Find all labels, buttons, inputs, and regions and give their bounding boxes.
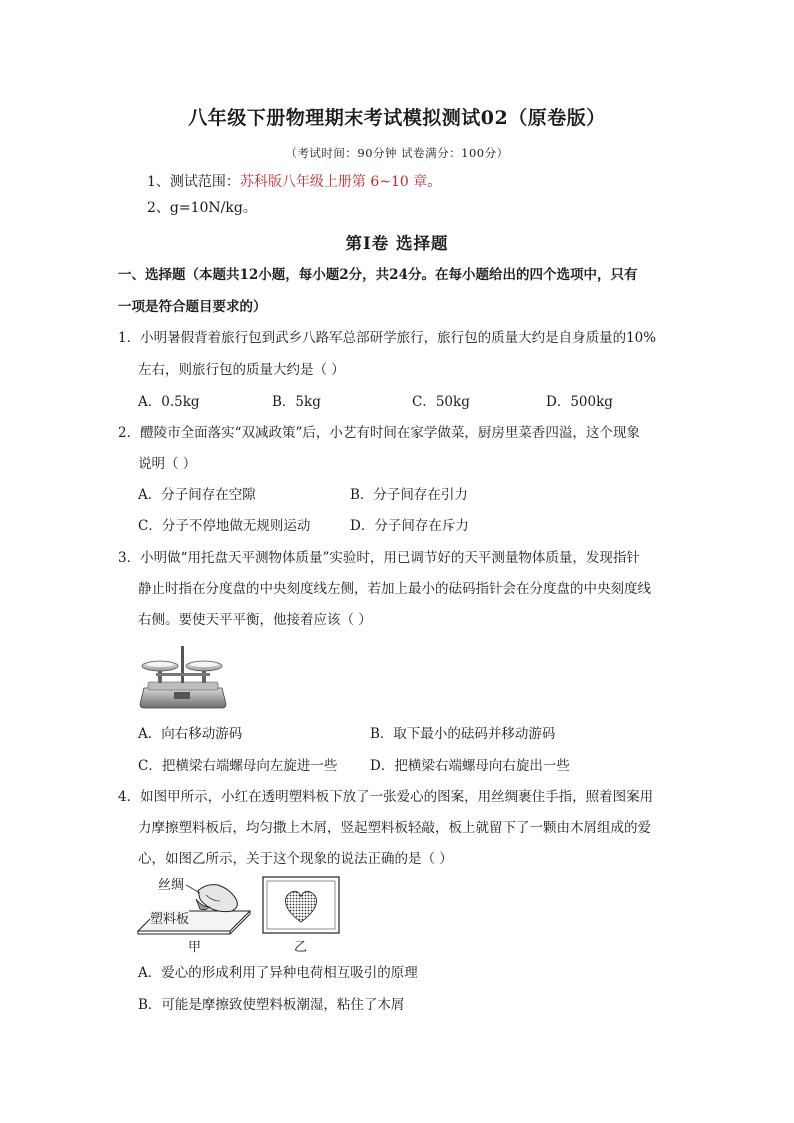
note-scope-prefix: 1、测试范围： (147, 174, 240, 190)
q3-option-d: D．把横梁右端螺母向右旋出一些 (370, 758, 570, 774)
note-scope-suffix: 。 (427, 174, 442, 190)
figure-yi-heart (262, 876, 342, 936)
q1-option-c: C．50kg (412, 394, 470, 410)
q2-text-line2: 说明（ ） (138, 456, 197, 472)
q3-text-line1: 3．小明做“用托盘天平测物体质量”实验时，用已调节好的天平测量物体质量，发现指针 (118, 550, 640, 566)
q4-text-line3: 心，如图乙所示，关于这个现象的说法正确的是（ ） (138, 851, 453, 867)
q1-option-b: B．5kg (272, 394, 321, 410)
q2-text-line1: 2．醴陵市全面落实“双减政策”后，小艺有时间在家学做菜，厨房里菜香四溢，这个现象 (118, 425, 640, 441)
q3-option-c: C．把横梁右端螺母向左旋进一些 (138, 758, 338, 774)
q3-text-line3: 右侧。要使天平平衡，他接着应该（ ） (138, 612, 372, 628)
q4-option-b: B．可能是摩擦致使塑料板潮湿，粘住了木屑 (138, 997, 405, 1013)
q4-option-a: A．爱心的形成利用了异种电荷相互吸引的原理 (138, 965, 418, 981)
q2-option-b: B．分子间存在引力 (350, 487, 468, 503)
q1-text-line1: 1．小明暑假背着旅行包到武乡八路军总部研学旅行，旅行包的质量大约是自身质量的10% (118, 330, 657, 346)
q4-text-line1: 4．如图甲所示，小红在透明塑料板下放了一张爱心的图案，用丝绸裹住手指，照着图案用 (118, 789, 654, 805)
q2-option-a: A．分子间存在空隙 (138, 487, 256, 503)
q4-text-line2: 力摩擦塑料板后，均匀撒上木屑，竖起塑料板轻敲，板上就留下了一颗由木屑组成的爱 (138, 820, 651, 836)
q1-text-line2: 左右，则旅行包的质量大约是（ ） (138, 362, 345, 378)
label-plastic: 塑料板 (150, 910, 189, 930)
balance-scale-image (138, 642, 228, 710)
q3-option-b: B．取下最小的砝码并移动游码 (370, 726, 556, 742)
part1-instructions-line2: 一项是符合题目要求的） (118, 299, 267, 315)
q3-text-line2: 静止时指在分度盘的中央刻度线左侧，若加上最小的砝码指针会在分度盘的中央刻度线 (138, 581, 651, 597)
exam-info: （考试时间：90分钟 试卷满分：100分） (285, 146, 509, 160)
note-scope (147, 172, 441, 192)
q3-option-a: A．向右移动游码 (138, 726, 243, 742)
note-gravity: 2、g=10N/kg。 (147, 200, 257, 216)
note-scope-highlight: 苏科版八年级上册第 6~10 章 (239, 174, 428, 190)
page-title: 八年级下册物理期末考试模拟测试02（原卷版） (188, 107, 606, 129)
label-silk: 丝绸 (158, 878, 185, 893)
q1-option-d: D．500kg (546, 394, 613, 410)
q1-option-a: A．0.5kg (138, 394, 200, 410)
label-yi: 乙 (294, 940, 308, 955)
part1-instructions-line1: 一、选择题（本题共12小题，每小题2分，共24分。在每小题给出的四个选项中，只有 (118, 267, 638, 283)
q2-option-c: C．分子不停地做无规则运动 (138, 518, 311, 534)
section-title: 第Ⅰ卷 选择题 (345, 234, 449, 253)
label-jia: 甲 (188, 940, 202, 955)
q2-option-d: D．分子间存在斥力 (350, 518, 469, 534)
